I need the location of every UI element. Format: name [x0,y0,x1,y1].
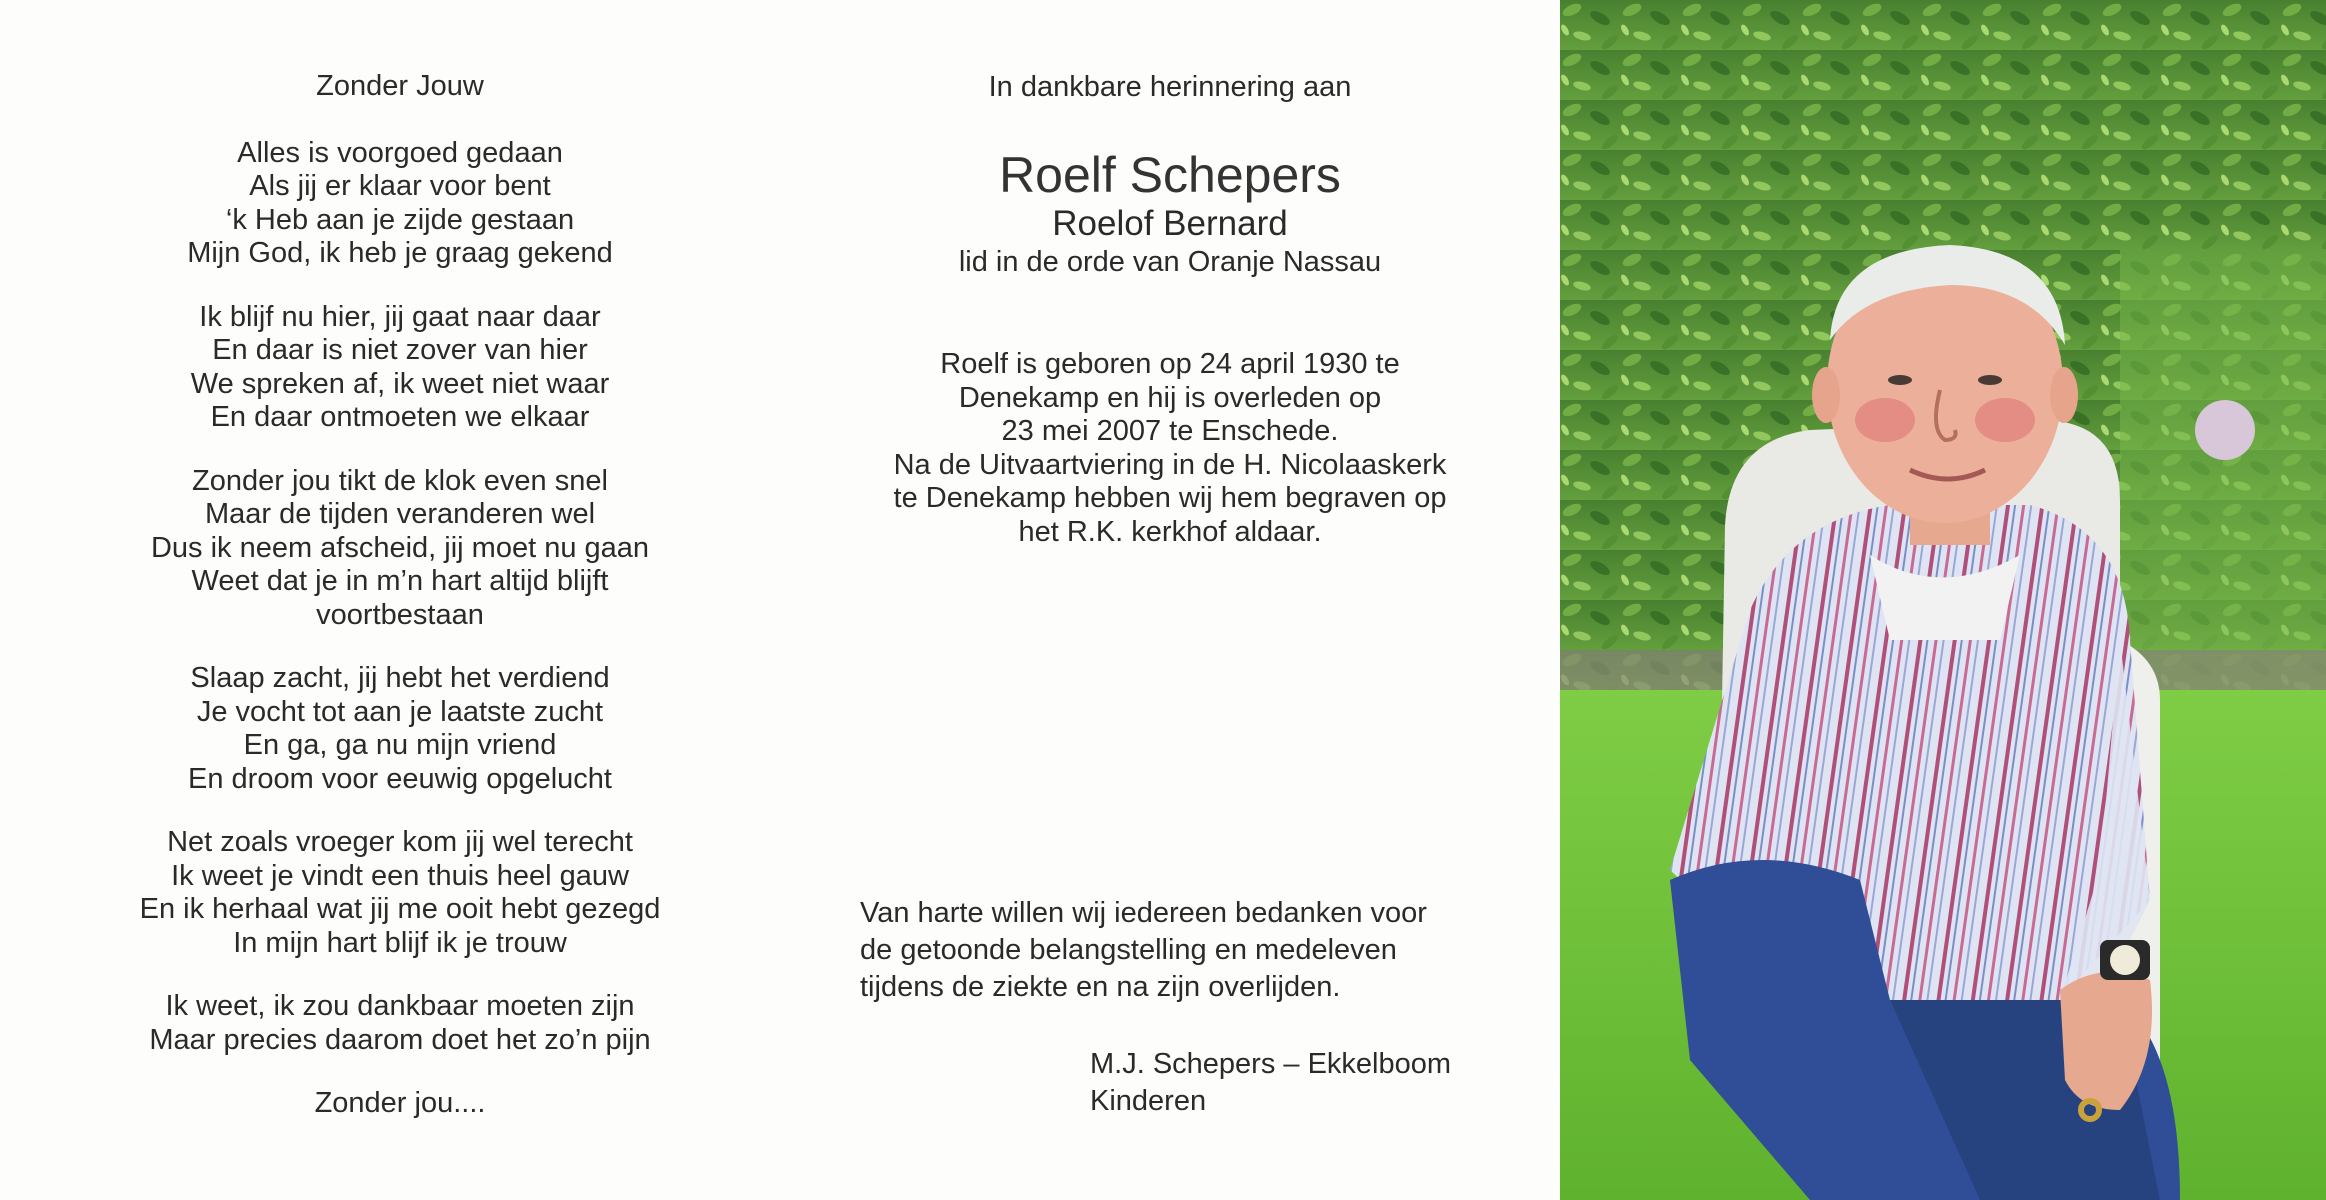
portrait-illustration [1560,0,2326,1200]
poem-title: Zonder Jouw [316,70,484,102]
poem-line: Als jij er klaar voor bent [249,170,551,202]
poem-line: Slaap zacht, jij hebt het verdiend [190,662,610,694]
poem-line: Net zoals vroeger kom jij wel terecht [167,826,633,858]
poem-line: Je vocht tot aan je laatste zucht [196,695,604,728]
bio-line: Na de Uitvaartviering in de H. Nicolaaskerk [893,448,1447,481]
poem-line: En daar ontmoeten we elkaar [210,401,590,433]
memorial-text [840,70,1500,549]
poem-line: Dus ik neem afscheid, jij moet nu gaan [150,531,650,564]
poem-line: voortbestaan [316,598,484,631]
thanks-line: Van harte willen wij iedereen bedanken voor [860,897,1427,929]
poem-line: En ik herhaal wat jij me ooit hebt gezegd [139,893,661,925]
poem-line: In mijn hart blijf ik je trouw [233,926,567,959]
poem-line: Ik blijf nu hier, jij gaat naar daar [199,300,601,333]
poem-line: Weet dat je in m’n hart altijd blijft [191,565,609,597]
poem-line: We spreken af, ik weet niet waar [190,367,610,400]
poem-line: En droom voor eeuwig opgelucht [188,762,612,795]
deceased-name: Roelf Schepers [999,147,1341,203]
poem-stanza [60,137,740,271]
intro-line: In dankbare herinnering aan [988,71,1352,103]
honour-line: lid in de orde van Oranje Nassau [958,246,1382,278]
poem-line: Mijn God, ik heb je graag gekend [187,237,613,269]
poem-line: En daar is niet zover van hier [212,334,588,366]
poem-line: Maar de tijden veranderen wel [204,498,596,530]
poem-stanza [60,990,740,1057]
poem-line: Ik weet je vindt een thuis heel gauw [171,859,629,892]
biography [840,348,1500,549]
signature-family: Kinderen [1090,1085,1207,1117]
portrait-photo [1560,0,2326,1200]
poem-line: Alles is voorgoed gedaan [237,136,563,169]
given-names: Roelof Bernard [1052,204,1288,243]
poem-line: ‘k Heb aan je zijde gestaan [225,203,575,236]
signature [1090,1046,1451,1120]
poem-stanza [60,301,740,435]
bio-line: Roelf is geboren op 24 april 1930 te [940,348,1400,380]
poem-line: En ga, ga nu mijn vriend [243,729,557,761]
bio-line: Denekamp en hij is overleden op [958,381,1382,414]
thanks-line: tijdens de ziekte en na zijn overlijden. [860,971,1341,1003]
poem-stanza [60,826,740,960]
poem-stanza [60,662,740,796]
bio-line: te Denekamp hebben wij hem begraven op [893,482,1447,514]
signature-name: M.J. Schepers – Ekkelboom [1090,1048,1452,1080]
thanks-line: de getoonde belangstelling en medeleven [860,934,1397,966]
thank-you-note [860,895,1478,1006]
poem-line: Zonder jou tikt de klok even snel [192,464,608,497]
poem-line: Ik weet, ik zou dankbaar moeten zijn [165,990,635,1022]
poem-stanza [60,465,740,633]
bio-line: het R.K. kerkhof aldaar. [1018,515,1322,548]
poem-line: Maar precies daarom doet het zo’n pijn [149,1023,651,1056]
bio-line: 23 mei 2007 te Enschede. [1001,415,1339,447]
poem [60,70,740,1121]
poem-closing: Zonder jou.... [314,1087,486,1119]
